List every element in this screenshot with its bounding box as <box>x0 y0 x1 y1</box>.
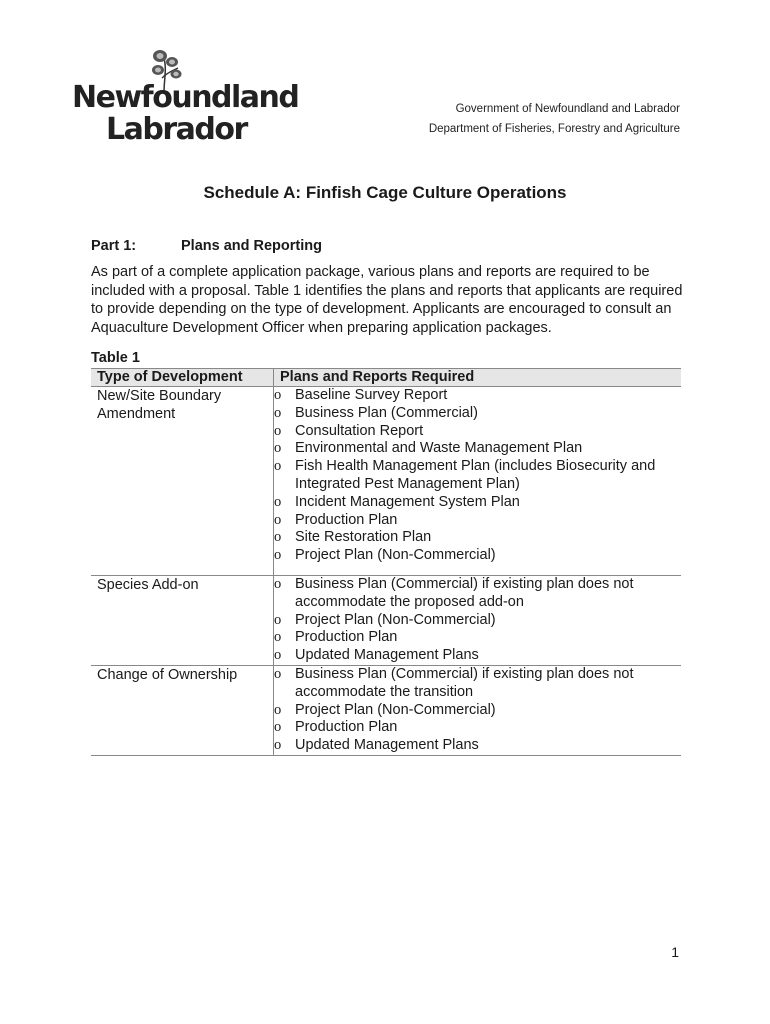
list-item <box>274 423 677 441</box>
list-item <box>274 737 677 755</box>
bullet-icon: o <box>274 511 282 528</box>
bullet-icon: o <box>274 529 282 546</box>
column-header-type: Type of Development <box>91 369 274 387</box>
section-heading: Plans and Reporting <box>181 238 322 254</box>
plans-list <box>274 666 677 755</box>
list-item-text: Project Plan (Non-Commercial) <box>295 547 496 564</box>
bullet-icon: o <box>274 547 282 564</box>
document-title: Schedule A: Finfish Cage Culture Operations <box>203 183 567 202</box>
plans-reports-table <box>91 368 681 756</box>
bullet-icon: o <box>274 719 282 736</box>
plans-list <box>274 576 677 665</box>
table-header-row <box>91 369 681 387</box>
list-item <box>274 647 677 665</box>
development-type-cell: New/Site Boundary Amendment <box>91 387 274 576</box>
department-name: Department of Fisheries, Forestry and Agriculture <box>428 123 680 135</box>
bullet-icon: o <box>274 458 282 475</box>
table-caption: Table 1 <box>91 350 140 366</box>
list-item-text: Incident Management System Plan <box>295 493 520 510</box>
section-number: Part 1: <box>91 238 137 254</box>
list-item-text: Updated Management Plans <box>295 737 479 754</box>
list-item <box>274 702 677 720</box>
logo-wordmark-line1: Newfoundland <box>72 80 299 115</box>
page-number: 1 <box>671 944 679 960</box>
bullet-icon: o <box>274 387 282 403</box>
list-item <box>274 612 677 630</box>
bullet-icon: o <box>274 701 282 718</box>
list-item <box>274 629 677 647</box>
bullet-icon: o <box>274 629 282 646</box>
bullet-icon: o <box>274 575 282 592</box>
list-item <box>274 387 677 405</box>
bullet-icon: o <box>274 422 282 439</box>
table-row <box>91 665 681 755</box>
list-item <box>274 547 677 565</box>
list-item <box>274 440 677 458</box>
bullet-icon: o <box>274 440 282 457</box>
list-item-text: Environmental and Waste Management Plan <box>295 440 583 457</box>
list-item <box>274 512 677 530</box>
list-item-text: Baseline Survey Report <box>295 387 448 403</box>
plans-cell <box>274 575 682 665</box>
table-row <box>91 387 681 576</box>
list-item-text: Business Plan (Commercial) <box>295 404 478 421</box>
plans-cell <box>274 665 682 755</box>
list-item-text: Production Plan <box>295 629 398 646</box>
government-name: Government of Newfoundland and Labrador <box>455 103 680 115</box>
development-type-cell: Change of Ownership <box>91 665 274 755</box>
table-row <box>91 575 681 665</box>
list-item <box>274 666 677 702</box>
plans-list <box>274 387 677 565</box>
government-logo <box>70 48 299 148</box>
list-item-text: Site Restoration Plan <box>295 529 432 546</box>
plans-cell <box>274 387 682 576</box>
list-item <box>274 405 677 423</box>
list-item-text: Updated Management Plans <box>295 647 479 664</box>
list-item-text: Consultation Report <box>295 422 424 439</box>
list-item-text: Business Plan (Commercial) if existing plan does not accommodate the proposed add-on <box>295 575 634 610</box>
list-item <box>274 529 677 547</box>
list-item <box>274 458 677 494</box>
list-item-text: Production Plan <box>295 719 398 736</box>
bullet-icon: o <box>274 737 282 754</box>
bullet-icon: o <box>274 493 282 510</box>
list-item-text: Project Plan (Non-Commercial) <box>295 701 496 718</box>
bullet-icon: o <box>274 647 282 664</box>
list-item-text: Production Plan <box>295 511 398 528</box>
logo-wordmark-line2: Labrador <box>106 112 247 147</box>
bullet-icon: o <box>274 665 282 682</box>
list-item-text: Business Plan (Commercial) if existing plan does not accommodate the transition <box>295 665 634 700</box>
column-header-plans: Plans and Reports Required <box>274 369 682 387</box>
list-item-text: Fish Health Management Plan (includes Biosecurity and Integrated Pest Management Plan) <box>295 458 656 492</box>
list-item <box>274 719 677 737</box>
list-item-text: Project Plan (Non-Commercial) <box>295 611 496 628</box>
bullet-icon: o <box>274 404 282 421</box>
list-item <box>274 576 677 612</box>
intro-paragraph: As part of a complete application package, various plans and reports are required to be included with a proposal. Table 1 identifies the plans and reports that applicants are required to provide depending on the type of development. Applicants are encouraged to consult an Aquaculture Development Officer when preparing application packages. <box>91 264 683 336</box>
development-type-cell: Species Add-on <box>97 576 199 593</box>
bullet-icon: o <box>274 611 282 628</box>
list-item <box>274 494 677 512</box>
